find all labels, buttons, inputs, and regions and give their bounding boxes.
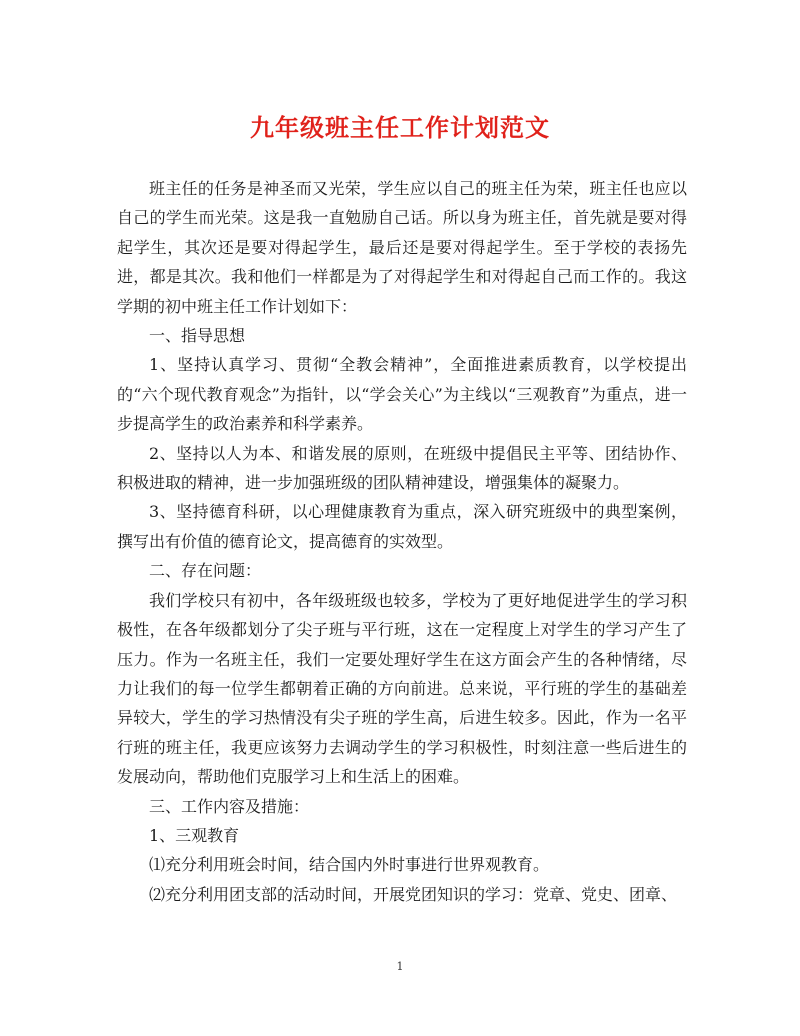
section-heading-work-content: 三、工作内容及措施： (149, 796, 310, 816)
paragraph-measure-2: ⑵充分利用团支部的活动时间，开展党团知识的学习：党章、党史、团章、 (149, 884, 678, 904)
page-number: 1 (396, 960, 404, 973)
paragraph-item-1: 1、坚持认真学习、贯彻“全教会精神”，全面推进素质教育，以学校提出的“六个现代教育观念”为指针，以“学会关心”为主线以“三观教育”为重点，进一步提高学生的政治素养和科学素养。 (117, 355, 687, 434)
paragraph-problems: 我们学校只有初中，各年级班级也较多，学校为了更好地促进学生的学习积极性，在各年级都划分了尖子班与平行班，这在一定程度上对学生的学习产生了压力。作为一名班主任，我们一定要处理好学生在这方面会产生的各种情绪，尽力让我们的每一位学生都朝着正确的方向前进。总来说，平行班的学生的基础差异较大，学生的学习热情没有尖子班的学生高，后进生较多。因此，作为一名平行班的班主任，我更应该努力去调动学生的学习积极性，时刻注意一些后进生的发展动向，帮助他们克服学习上和生活上的困难。 (117, 590, 687, 787)
document-title: 九年级班主任工作计划范文 (250, 113, 550, 142)
paragraph-item-2: 2、坚持以人为本、和谐发展的原则，在班级中提倡民主平等、团结协作、积极进取的精神，进一步加强班级的团队精神建设，增强集体的凝聚力。 (117, 443, 687, 493)
paragraph-measure-1: ⑴充分利用班会时间，结合国内外时事进行世界观教育。 (149, 855, 550, 875)
section-heading-guiding-ideology: 一、指导思想 (149, 326, 246, 346)
section-heading-existing-problems: 二、存在问题： (149, 561, 262, 581)
subheading-three-views-education: 1、三观教育 (149, 825, 240, 845)
document-body (117, 174, 687, 909)
paragraph-item-3: 3、坚持德育科研，以心理健康教育为重点，深入研究班级中的典型案例，撰写出有价值的德育论文，提高德育的实效型。 (117, 502, 687, 551)
paragraph-intro: 班主任的任务是神圣而又光荣，学生应以自己的班主任为荣，班主任也应以自己的学生而光荣。这是我一直勉励自己话。所以身为班主任，首先就是要对得起学生，其次还是要对得起学生，最后还是要对得起学生。至于学校的表扬先进，都是其次。我和他们一样都是为了对得起学生和对得起自己而工作的。我这学期的初中班主任工作计划如下： (117, 179, 687, 316)
